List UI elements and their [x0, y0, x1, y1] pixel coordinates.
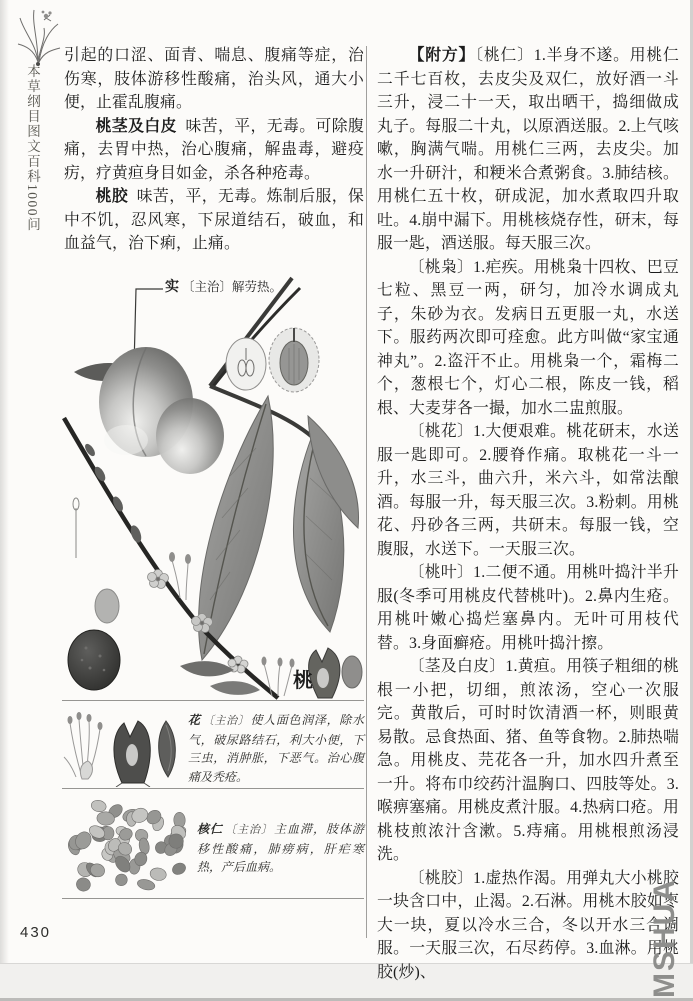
paragraph-text: 引起的口涩、面青、喘息、腹痛等症，治伤寒，肢体游移性酸痛，治头风，通大小便，止霍乱腹痛。 [64, 47, 364, 111]
paragraph [64, 115, 364, 186]
figure-callout [165, 276, 282, 296]
paragraph-text: 味苦，平，无毒。可除腹痛，去胃中热，治心腹痛，解蛊毒，避疫疠，疗黄疸身目如金，杀各种疮毒。 [64, 117, 364, 182]
caption-text: 主血滞，肢体游移性酸痛，肺痨病，肝疟寒热，产后血病。 [197, 822, 364, 875]
paragraph-lead: 桃茎及白皮 [95, 117, 177, 135]
paragraph-text: 〔桃仁〕1.半身不遂。用桃仁二千七百枚，去皮尖及双仁，放好酒一斗三升，浸二十一天，取出晒干，捣细做成丸子。每服二十丸，以原酒送服。2.上气咳嗽，胸满气喘。用桃仁三两，去皮尖。加水一升研汁，和粳米合煮粥食。3.肺结核。用桃仁五十枚，研成泥，加水煮取四升取吐。4.崩中漏下。用桃核烧存性，研末，每服一匙，酒送服。每天服三次。 [377, 47, 679, 252]
caption-text: 使人面色润泽，除水气，破尿路结石，利大小便，下三虫，消肿胀，下恶气。治心腹痛及秃疮。 [188, 713, 364, 784]
peach-botanical-illustration [60, 268, 366, 700]
paragraph-text: 〔桃花〕1.大便艰难。桃花研末，水送服一匙即可。2.腰脊作痛。取桃花一斗一升，水三斗，曲六升，米六斗，如常法酿酒。每服一升，每天服三次。3.粉刺。用桃花、丹砂各三两，共研末。每服一钱，空腹服，水送下。一天服三次。 [377, 423, 679, 558]
flower-dissection-figure [62, 703, 184, 787]
paragraph-text: 味苦，平，无毒。炼制后服，保中不饥，忍风寒，下尿道结石，破血，和血益气，治下痢，止痛。 [64, 188, 364, 252]
scan-shadow-left [0, 0, 9, 1001]
column-divider-line [366, 46, 367, 938]
paragraph [377, 44, 679, 256]
series-title-vertical: 本草纲目图文百科1000问 [25, 64, 40, 232]
paragraph [377, 561, 679, 655]
paragraph-text: 〔桃枭〕1.疟疾。用桃枭十四枚、巴豆七粒、黑豆一两，研匀，加冷水调成丸子，朱砂为衣。发病日五更服一丸，水送下。服药两次即可痊愈。此方叫做“家宝通神丸”。2.盗汗不止。用桃枭一个，霜梅二个，葱根七个，灯心二根，陈皮一钱，稻根、大麦芽各一撮，加水二盅煎服。 [377, 258, 679, 417]
paragraph [377, 256, 679, 421]
paragraph [64, 44, 364, 115]
callout-part-name: 实 [165, 280, 179, 295]
paragraph [377, 655, 679, 867]
caption-bracket: 〔主治〕 [202, 715, 250, 727]
callout-text: 解劳热。 [232, 280, 283, 294]
paragraph [64, 185, 364, 256]
paragraph-lead: 【附方】 [408, 47, 476, 64]
paragraph-text: 〔桃胶〕1.虚热作渴。用弹丸大小桃胶一块含口中，止渴。2.石淋。用桃木胶如枣大一块，夏以冷水三合，冬以开水三合调服。一天服三次，石尽药停。3.血淋。用桃胶(炒)、 [377, 869, 679, 981]
left-column-paragraphs [64, 44, 364, 256]
caption-part-name: 花 [188, 713, 201, 727]
right-column-paragraphs [377, 44, 679, 984]
caption-bracket: 〔主治〕 [225, 824, 273, 836]
figure-plant-name: 桃 [293, 670, 315, 692]
paragraph [377, 420, 679, 561]
paragraph-lead: 桃胶 [95, 188, 129, 205]
page-number: 430 [20, 924, 52, 941]
peach-kernels-figure [62, 795, 192, 895]
paragraph [377, 867, 679, 985]
seeds-group [66, 799, 188, 893]
paragraph-text: 〔茎及白皮〕1.黄疸。用筷子粗细的桃根一小把，切细，煎浓汤，空心一次服完。黄散后，可时时饮清酒一杯，则眼黄易散。忌食热面、猪、鱼等食物。2.肺热喘急。用桃皮、芫花各一升，加水四升煮至一升。将布巾绞药汁温胸口、四肢等处。3.喉痹塞痛。用桃皮煮汁服。4.热病口疮。用桃枝煎浓汁含漱。5.痔痛。用桃根煎汤浸洗。 [377, 658, 679, 863]
section-rule [62, 788, 364, 789]
figure-caption-flower [188, 711, 364, 786]
section-rule [62, 898, 364, 899]
caption-part-name: 核仁 [197, 822, 223, 836]
callout-bracket: 〔主治〕 [182, 280, 233, 294]
paragraph-text: 〔桃叶〕1.二便不通。用桃叶捣汁半升服(冬季可用桃皮代替桃叶)。2.鼻内生疮。用桃叶嫩心捣烂塞鼻内。无叶可用枝代替。3.身面癣疮。用桃叶捣汁擦。 [377, 564, 679, 652]
figure-caption-kernel [197, 820, 364, 877]
section-rule [62, 700, 364, 701]
watermark-text: MSHUA [648, 878, 681, 998]
